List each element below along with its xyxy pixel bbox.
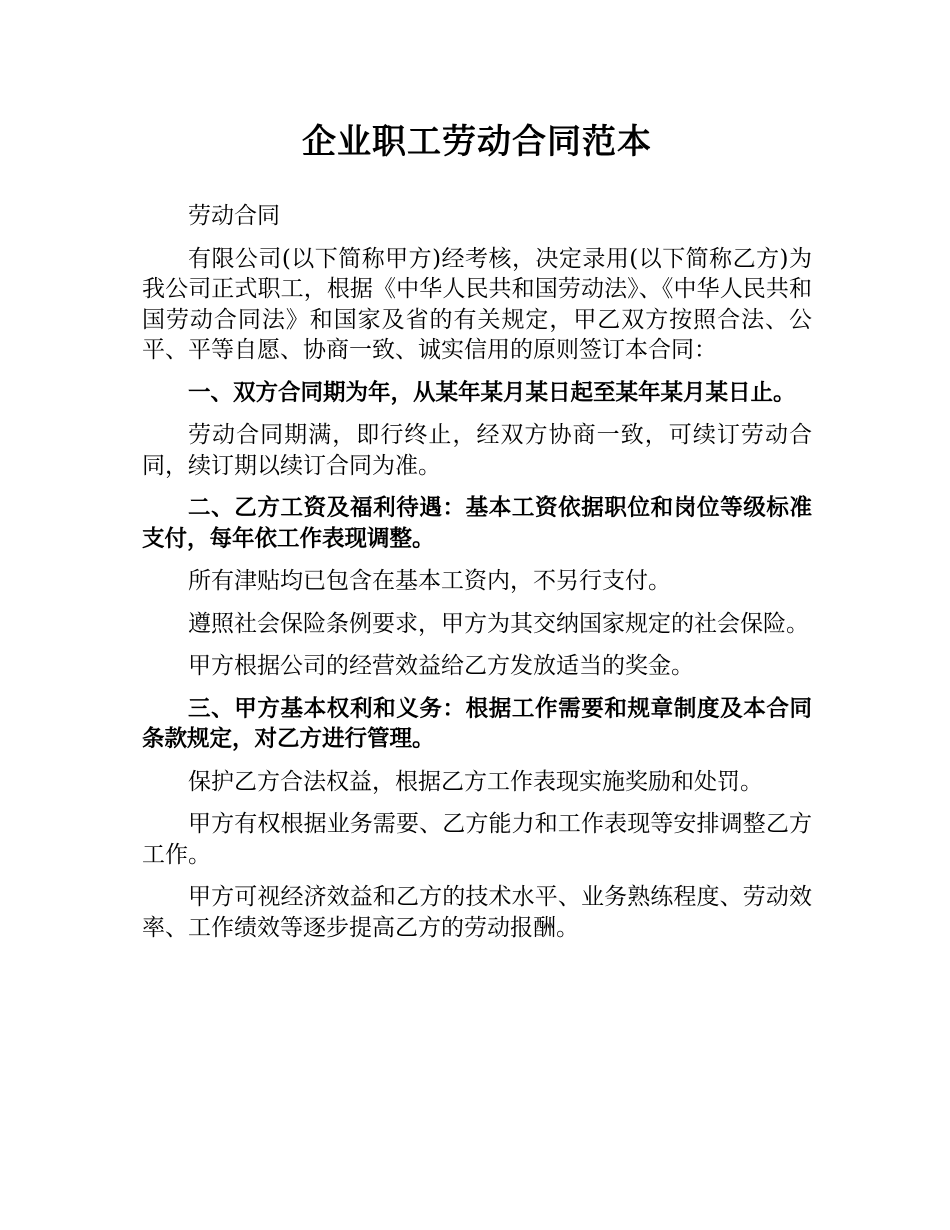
document-title: 企业职工劳动合同范本 [302,122,652,162]
paragraph-adjust-work: 甲方有权根据业务需要、乙方能力和工作表现等安排调整乙方工作。 [142,811,812,868]
paragraph-raise-pay: 甲方可视经济效益和乙方的技术水平、业务熟练程度、劳动效率、工作绩效等逐步提高乙方的劳动报酬。 [142,884,812,941]
section-heading-wages: 二、乙方工资及福利待遇：基本工资依据职位和岗位等级标准支付，每年依工作表现调整。 [142,495,812,552]
paragraph-allowances: 所有津贴均已包含在基本工资内，不另行支付。 [188,568,671,594]
section-heading-employer-rights: 三、甲方基本权利和义务：根据工作需要和规章制度及本合同条款规定，对乙方进行管理。 [142,695,812,752]
paragraph-social-insurance: 遵照社会保险条例要求，甲方为其交纳国家规定的社会保险。 [188,610,809,637]
document-body [142,201,812,955]
paragraph-intro: 有限公司(以下简称甲方)经考核，决定录用(以下简称乙方)为我公司正式职工，根据《中华人民共和国劳动法》、《中华人民共和国劳动合同法》和国家及省的有关规定，甲乙双方按照合法、公平、平等自愿、协商一致、诚实信用的原则签订本合同： [142,245,812,363]
section-heading-term: 一、双方合同期为年，从某年某月某日起至某年某月某日止。 [188,379,796,406]
paragraph-bonus: 甲方根据公司的经营效益给乙方发放适当的奖金。 [188,653,694,679]
paragraph-protect-rights: 保护乙方合法权益，根据乙方工作表现实施奖励和处罚。 [188,768,763,795]
paragraph-term-renewal: 劳动合同期满，即行终止，经双方协商一致，可续订劳动合同，续订期以续订合同为准。 [142,422,812,479]
paragraph-contract-heading: 劳动合同 [188,203,280,229]
